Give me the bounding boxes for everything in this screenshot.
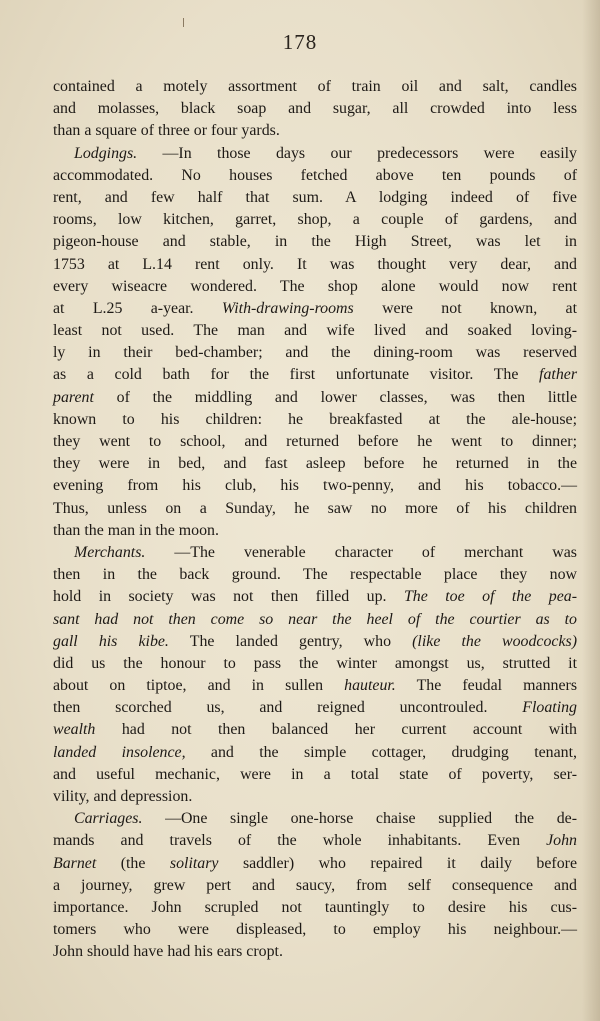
text-run: of the middling and lower classes, was then little [116,388,577,406]
page-edge-shadow [582,0,600,1021]
text-line [53,609,577,631]
text-run: —In those days our predecessors were easily [162,144,577,162]
text-line [53,719,577,741]
text-run: John should have had his ears cropt. [53,943,283,961]
text-run: pigeon-house and stable, in the High Street, was let in [53,233,577,251]
text-line [53,830,577,852]
text-line [53,254,577,276]
text-line [53,231,577,253]
text-run: —One single one-horse chaise supplied the de- [165,810,577,828]
text-run: saddler) who repaired it daily before [242,854,577,872]
italic-phrase: landed insolence, [53,743,186,761]
text-run: accommodated. No houses fetched above ten pounds of [53,166,577,184]
italic-phrase: Lodgings. [74,144,138,162]
text-run: Thus, unless on a Sunday, he saw no more of his children [53,499,577,517]
text-run: The landed gentry, who [189,632,392,650]
text-run: rent, and few half that sum. A lodging indeed of five [53,188,577,206]
text-line [53,742,577,764]
text-line [53,542,577,564]
italic-phrase: Carriages. [74,810,143,828]
text-line [53,209,577,231]
italic-phrase: parent [53,388,94,406]
text-run: mands and travels of the whole inhabitants. Even [53,832,521,850]
text-run: were not known, at [382,299,577,317]
text-run: and the simple cottager, drudging tenant, [210,743,577,761]
italic-phrase: The toe of the pea- [403,588,577,606]
text-line [53,387,577,409]
text-run: least not used. The man and wife lived and soaked loving- [53,322,577,340]
italic-phrase: hauteur. [344,677,396,695]
text-line [53,875,577,897]
text-line [53,653,577,675]
text-run: tomers who were displeased, to employ his neighbour.— [53,921,577,939]
text-line [53,342,577,364]
text-line [53,298,577,320]
text-line [53,941,577,963]
text-line [53,564,577,586]
text-run: as a cold bath for the first unfortunate visitor. The [53,366,519,384]
text-run: had not then balanced her current account with [121,721,577,739]
text-run: at L.25 a-year. [53,299,194,317]
text-line [53,276,577,298]
text-run: 1753 at L.14 rent only. It was thought very dear, and [53,255,577,273]
text-line [53,586,577,608]
text-line [53,165,577,187]
text-run: —The venerable character of merchant was [174,543,577,561]
text-run: every wiseacre wondered. The shop alone would now rent [53,277,577,295]
italic-phrase: Barnet [53,854,97,872]
text-line [53,475,577,497]
text-line [53,364,577,386]
text-line [53,520,577,542]
text-run: than the man in the moon. [53,521,219,539]
text-run: and useful mechanic, were in a total state of poverty, ser- [53,765,577,783]
text-run: and molasses, black soap and sugar, all crowded into less [53,100,577,118]
italic-phrase: John [546,832,577,850]
text-run: then scorched us, and reigned uncontrouled. [53,699,488,717]
italic-phrase: sant had not then come so near the heel of the courtier as to [53,610,577,628]
print-mark [183,18,184,27]
text-line [53,76,577,98]
italic-phrase: With-drawing-rooms [221,299,354,317]
text-line [53,697,577,719]
text-run: importance. John scrupled not tauntingly to desire his cus- [53,898,577,916]
text-line [53,631,577,653]
text-run: did us the honour to pass the winter amongst us, strutted it [53,654,577,672]
text-line [53,98,577,120]
text-run: they were in bed, and fast asleep before he returned in the [53,455,577,473]
italic-phrase: solitary [169,854,219,872]
italic-phrase: Floating [522,699,577,717]
text-line [53,143,577,165]
text-run: known to his children: he breakfasted at the ale-house; [53,410,577,428]
text-line [53,498,577,520]
text-line [53,786,577,808]
text-line [53,897,577,919]
text-line [53,764,577,786]
text-run: evening from his club, his two-penny, and his tobacco.— [53,477,577,495]
italic-phrase: father [539,366,578,384]
text-run: they went to school, and returned before he went to dinner; [53,433,577,450]
italic-phrase: Merchants. [74,543,146,561]
page-number: 178 [282,30,318,54]
text-run: a journey, grew pert and saucy, from self consequence and [53,876,577,894]
text-line [53,919,577,941]
text-run: (the [120,854,146,872]
italic-phrase: gall his kibe. [53,632,169,650]
italic-phrase: wealth [53,721,96,739]
text-line [53,409,577,431]
body-text [53,76,577,964]
text-run: ly in their bed-chamber; and the dining-room was reserved [53,344,577,362]
text-run: than a square of three or four yards. [53,122,280,140]
text-run: vility, and depression. [53,788,193,805]
italic-phrase: (like the woodcocks) [412,632,578,650]
text-run: about on tiptoe, and in sullen [53,677,324,695]
text-line [53,431,577,453]
text-run: then in the back ground. The respectable place they now [53,566,577,584]
text-line [53,453,577,475]
text-run: rooms, low kitchen, garret, shop, a couple of gardens, and [53,211,577,229]
text-line [53,187,577,209]
text-line [53,675,577,697]
text-line [53,808,577,830]
text-run: hold in society was not then filled up. [53,588,387,606]
text-line [53,320,577,342]
text-run: contained a motely assortment of train oil and salt, candles [53,78,577,95]
text-line [53,853,577,875]
text-line [53,120,577,142]
text-run: The feudal manners [416,677,578,695]
